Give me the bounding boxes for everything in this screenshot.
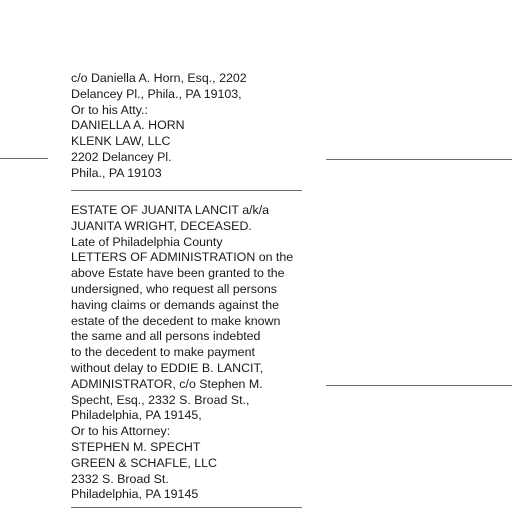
notice-line: above Estate have been granted to the (71, 266, 285, 281)
notice-line: without delay to EDDIE B. LANCIT, (71, 361, 264, 375)
notice-line: estate of the decedent to make known (71, 313, 281, 328)
notice-line: GREEN & SCHAFLE, LLC (71, 455, 217, 470)
notice-line: to the decedent to make payment (71, 345, 255, 360)
middle-separator-rule-2 (71, 507, 302, 508)
notice-line: Or to his Attorney: (71, 424, 171, 439)
notice-tail-line: c/o Daniella A. Horn, Esq., 2202 (71, 71, 247, 85)
notice-line: the same and all persons indebted (71, 329, 261, 344)
notice-tail-line: KLENK LAW, LLC (71, 134, 171, 149)
notice-tail-line: Or to his Atty.: (71, 102, 148, 117)
notice-line: undersigned, who request all persons (71, 282, 277, 296)
notice-line: having claims or demands against the (71, 297, 280, 312)
notice-line: STEPHEN M. SPECHT (71, 440, 201, 454)
notice-line: 2332 S. Broad St. (71, 471, 169, 486)
notice-line: ADMINISTRATOR, c/o Stephen M. (71, 376, 263, 391)
right-separator-rule-2 (326, 385, 512, 386)
notice-line: Specht, Esq., 2332 S. Broad St., (71, 392, 250, 407)
notice-line: Late of Philadelphia County (71, 234, 223, 249)
left-separator-rule (0, 158, 48, 159)
notice-line: Philadelphia, PA 19145 (71, 487, 199, 502)
notice-tail-line: DANIELLA A. HORN (71, 118, 185, 133)
notice-tail-line: Delancey Pl., Phila., PA 19103, (71, 86, 242, 101)
middle-separator-rule-1 (71, 190, 302, 191)
notice-line: LETTERS OF ADMINISTRATION on the (71, 250, 294, 265)
notice-heading: ESTATE OF JUANITA LANCIT a/k/a (71, 203, 270, 217)
right-separator-rule-1 (326, 159, 512, 160)
notice-line: JUANITA WRIGHT, DECEASED. (71, 218, 252, 233)
notice-line: Philadelphia, PA 19145, (71, 408, 202, 423)
notice-tail-line: 2202 Delancey Pl. (71, 150, 172, 164)
notice-tail-line: Phila., PA 19103 (71, 165, 162, 180)
